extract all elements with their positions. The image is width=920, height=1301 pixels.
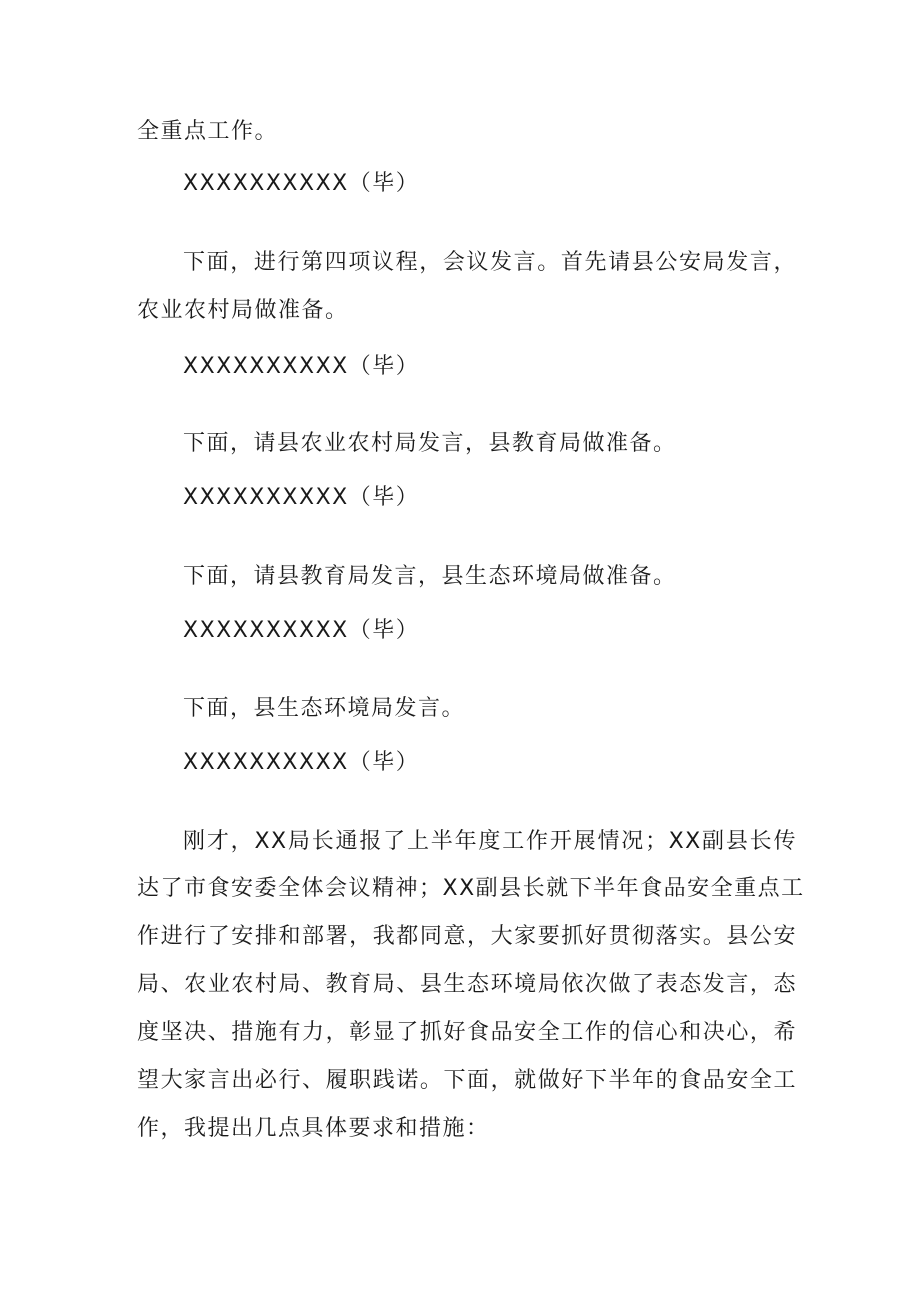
- speaker-end-marker: XXXXXXXXXX（毕）: [183, 750, 420, 775]
- paragraph-line: 作，我提出几点具体要求和措施：: [137, 1116, 490, 1141]
- paragraph-line: 下面，县生态环境局发言。: [183, 696, 466, 721]
- paragraph-line: 刚才，XX局长通报了上半年度工作开展情况；XX副县长传: [183, 829, 797, 854]
- paragraph-line: 下面，进行第四项议程，会议发言。首先请县公安局发言，: [183, 250, 797, 275]
- speaker-end-marker: XXXXXXXXXX（毕）: [183, 354, 420, 379]
- speaker-end-marker: XXXXXXXXXX（毕）: [183, 485, 420, 510]
- paragraph-line: 作进行了安排和部署，我都同意，大家要抓好贯彻落实。县公安: [137, 924, 797, 949]
- speaker-end-marker: XXXXXXXXXX（毕）: [183, 618, 420, 643]
- paragraph-line: 局、农业农村局、教育局、县生态环境局依次做了表态发言，态: [137, 972, 797, 997]
- paragraph-line: 全重点工作。: [137, 119, 279, 144]
- paragraph-line: 达了市食安委全体会议精神；XX副县长就下半年食品安全重点工: [137, 876, 805, 901]
- paragraph-line: 望大家言出必行、履职践诺。下面，就做好下半年的食品安全工: [137, 1068, 797, 1093]
- paragraph-line: 度坚决、措施有力，彰显了抓好食品安全工作的信心和决心，希: [137, 1020, 797, 1045]
- paragraph-line: 农业农村局做准备。: [137, 298, 349, 323]
- paragraph-line: 下面，请县农业农村局发言，县教育局做准备。: [183, 431, 677, 456]
- speaker-end-marker: XXXXXXXXXX（毕）: [183, 171, 420, 196]
- paragraph-line: 下面，请县教育局发言，县生态环境局做准备。: [183, 564, 677, 589]
